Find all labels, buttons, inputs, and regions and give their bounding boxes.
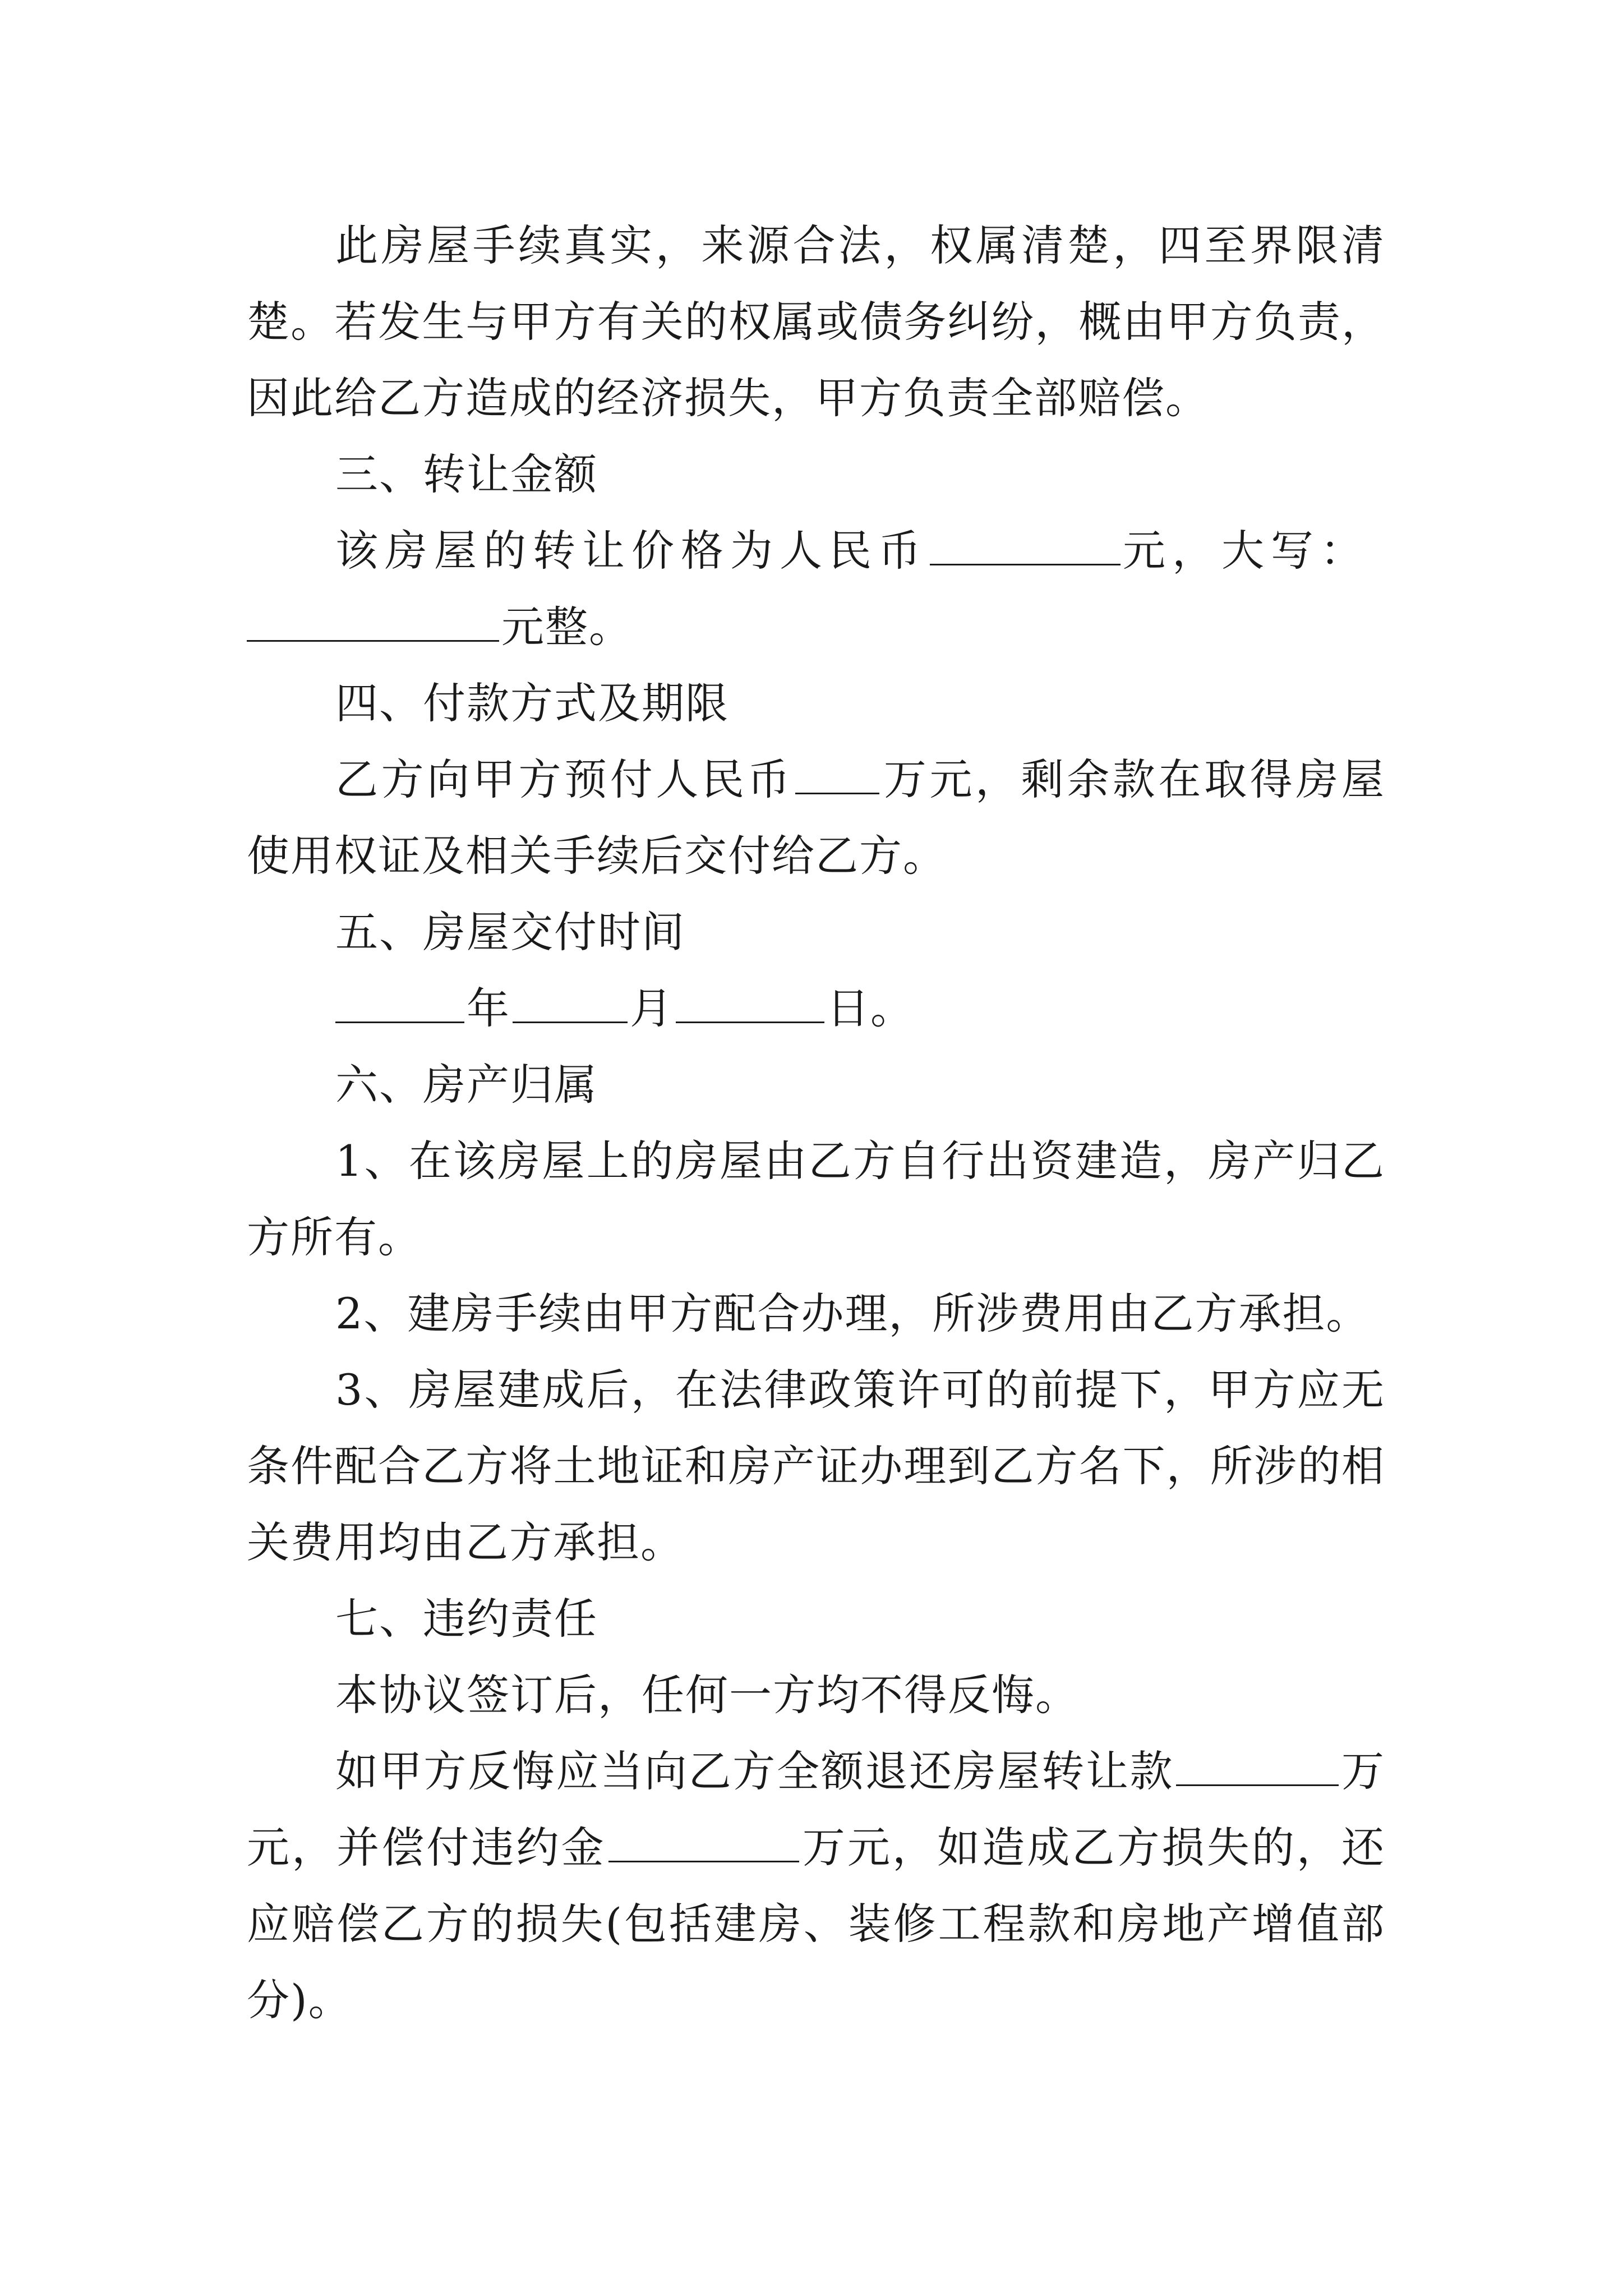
refund-prefix: 如甲方反悔应当向乙方全额退还房屋转让款 xyxy=(335,1746,1174,1796)
transfer-price-line xyxy=(247,513,1385,589)
transfer-price-blank xyxy=(930,529,1121,565)
refund-amount-blank xyxy=(1176,1750,1339,1786)
penalty-amount-blank xyxy=(608,1826,799,1862)
ownership-item-2: 2、建房手续由甲方配合办理，所涉费用由乙方承担。 xyxy=(335,1289,1370,1338)
delivery-year-label: 年 xyxy=(467,983,510,1033)
document-page xyxy=(247,208,1385,2039)
property-title-paragraph: 此房屋手续真实，来源合法，权属清楚，四至界限清楚。若发生与甲方有关的权属或债务纠纷，概由甲方负责，因此给乙方造成的经济损失，甲方负责全部赔偿。 xyxy=(247,220,1385,423)
breach-paragraph-1: 本协议签订后，任何一方均不得反悔。 xyxy=(335,1670,1079,1720)
delivery-month-blank xyxy=(513,987,628,1023)
ownership-item-1: 1、在该房屋上的房屋由乙方自行出资建造，房产归乙方所有。 xyxy=(247,1136,1385,1262)
breach-paragraph-2 xyxy=(247,1733,1385,2039)
payment-suffix: 万元，剩余款在取得房屋使用权证及相关手续后交付给乙方。 xyxy=(247,754,1386,881)
refund-mid: 万元，并偿付违约金 xyxy=(247,1746,1386,1872)
delivery-day-label: 日。 xyxy=(827,983,914,1033)
delivery-year-blank xyxy=(335,987,464,1023)
transfer-price-prefix: 该房屋的转让价格为人民币 xyxy=(335,526,928,576)
payment-terms-paragraph xyxy=(247,742,1385,894)
transfer-price-capital-blank xyxy=(247,605,499,642)
heading-payment-terms: 四、付款方式及期限 xyxy=(335,678,729,728)
delivery-date-line xyxy=(247,970,1385,1047)
prepayment-blank xyxy=(795,758,879,794)
transfer-price-capital-suffix: 元整。 xyxy=(501,602,633,652)
heading-delivery-time: 五、房屋交付时间 xyxy=(335,907,685,957)
heading-breach-liability: 七、违约责任 xyxy=(335,1594,598,1644)
delivery-month-label: 月 xyxy=(630,983,674,1033)
heading-transfer-amount: 三、转让金额 xyxy=(335,449,598,499)
transfer-price-suffix: 元，大写： xyxy=(1123,526,1370,576)
heading-property-ownership: 六、房产归属 xyxy=(335,1060,598,1110)
payment-prefix: 乙方向甲方预付人民币 xyxy=(335,754,794,804)
ownership-item-3: 3、房屋建成后，在法律政策许可的前提下，甲方应无条件配合乙方将土地证和房产证办理到乙方名下，所涉的相关费用均由乙方承担。 xyxy=(247,1365,1385,1567)
delivery-day-blank xyxy=(676,987,824,1023)
refund-suffix: 万元，如造成乙方损失的，还应赔偿乙方的损失(包括建房、装修工程款和房地产增值部分)。 xyxy=(247,1823,1386,2025)
transfer-price-capital-line xyxy=(247,589,1385,665)
